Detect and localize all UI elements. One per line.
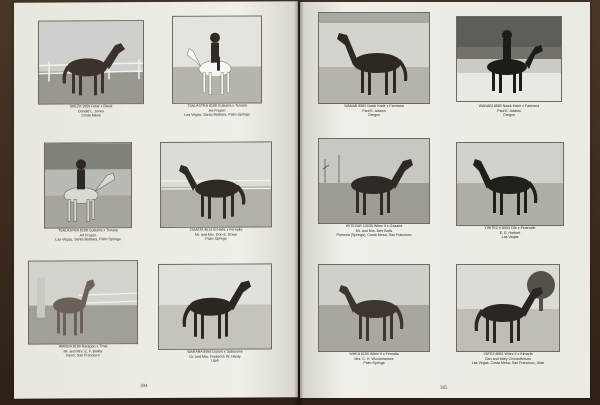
caption-line: Paul E. Adams <box>362 108 386 113</box>
horse-entry <box>160 141 272 242</box>
horse-photo <box>456 264 560 352</box>
horse-entry <box>318 138 430 242</box>
caption-line: WITEZAR 10035 Witez II x Gazana <box>345 224 403 228</box>
horse-photo <box>160 141 272 228</box>
caption-line: WHEA 6150 Witez II x Fernalla <box>349 352 399 356</box>
horse-photo <box>318 264 430 352</box>
horse-photo <box>456 16 562 102</box>
horse-photo <box>456 142 564 226</box>
caption-line: Art Frazen <box>79 232 97 237</box>
caption-line: Mr. and Mrs. E. F. Bailey <box>63 348 103 354</box>
caption-line: Dan and Mary Christofferson <box>485 356 531 361</box>
horse-entry <box>456 16 562 120</box>
caption-line: TSALASTRA 8188 Gulastra x Tsmara <box>187 103 247 108</box>
left-page <box>14 1 298 398</box>
horse-photo <box>28 260 138 345</box>
caption-line: WANDA 8189 Rarapan x Tmal <box>58 344 108 349</box>
caption-line: Donald L. Jones <box>78 108 104 114</box>
caption-line: YWITEZ II 8553 Ofir x Federalle <box>484 226 536 230</box>
caption-line: Palm Springs <box>363 361 385 366</box>
horse-photo <box>318 138 430 224</box>
caption-line: Palm Springs <box>205 236 227 241</box>
horse-photo <box>44 142 132 228</box>
caption-line: WANABI 8580 Nasik Kabir x Farmana <box>478 104 540 108</box>
page-number: 384 <box>140 384 148 390</box>
caption-line: E. E. Horbett <box>499 230 521 235</box>
caption-line: Las Vegas, Santa Barbara, Palm Springs <box>55 237 121 242</box>
horse-entry <box>172 15 262 118</box>
caption-line: Mr. and Mrs. Don E. Rowe <box>194 232 238 237</box>
caption-line: TSALASTRA 8188 Gulastra x Tsmara <box>58 228 118 233</box>
caption-line: YATEZ 8951 Witez II x Kimaria <box>483 352 533 356</box>
caption-line: Paul E. Adams <box>497 108 521 113</box>
caption-line: Art Frazen <box>208 108 226 113</box>
book-gutter <box>294 0 304 405</box>
caption-line: Las Vegas <box>501 235 519 240</box>
caption-line: Costa Mesa <box>81 113 101 118</box>
horse-entry <box>44 142 132 242</box>
caption-line: Oregon <box>368 113 380 118</box>
caption-line: Reno, San Francisco <box>66 353 100 358</box>
caption-line: Las Vegas, Santa Barbara, Palm Springs <box>184 112 250 118</box>
horse-entry <box>28 260 138 361</box>
caption-line: Mrs. C. H. Woodmansee <box>354 356 394 361</box>
right-page <box>300 2 590 398</box>
horse-photo <box>38 20 144 105</box>
horse-entry <box>456 142 564 242</box>
caption-line: Las Vegas, Costa Mesa, San Francisco, Utah <box>471 361 545 366</box>
page-number: 385 <box>440 386 448 391</box>
caption-line: WANAB 8580 Nasik Kabir x Farmana <box>344 104 404 108</box>
horse-entry <box>38 20 144 121</box>
caption-line: Mr. and Mrs. Bert Bolts <box>355 228 393 233</box>
caption-line: Oregon <box>503 113 515 118</box>
horse-photo <box>158 263 272 350</box>
caption-line: WARABA 8956 Diaam x Sabarsine <box>187 349 243 354</box>
horse-photo <box>172 15 262 103</box>
caption-line: Pomona (Springs), Costa Mesa, San Francisco <box>336 233 412 238</box>
horse-entry <box>318 264 430 368</box>
caption-line: Dr. and Mrs. Frederick W. Hardy <box>189 354 241 359</box>
horse-photo <box>318 12 430 104</box>
caption-line: TAMATA 9614 El Hafiz x Fernalla <box>189 227 243 232</box>
caption-line: SKEZA 1059 Fetar x Bleek <box>69 104 113 109</box>
horse-entry <box>318 12 430 118</box>
horse-entry <box>456 264 560 368</box>
horse-entry <box>158 263 272 364</box>
caption-line: Utah <box>211 358 219 363</box>
